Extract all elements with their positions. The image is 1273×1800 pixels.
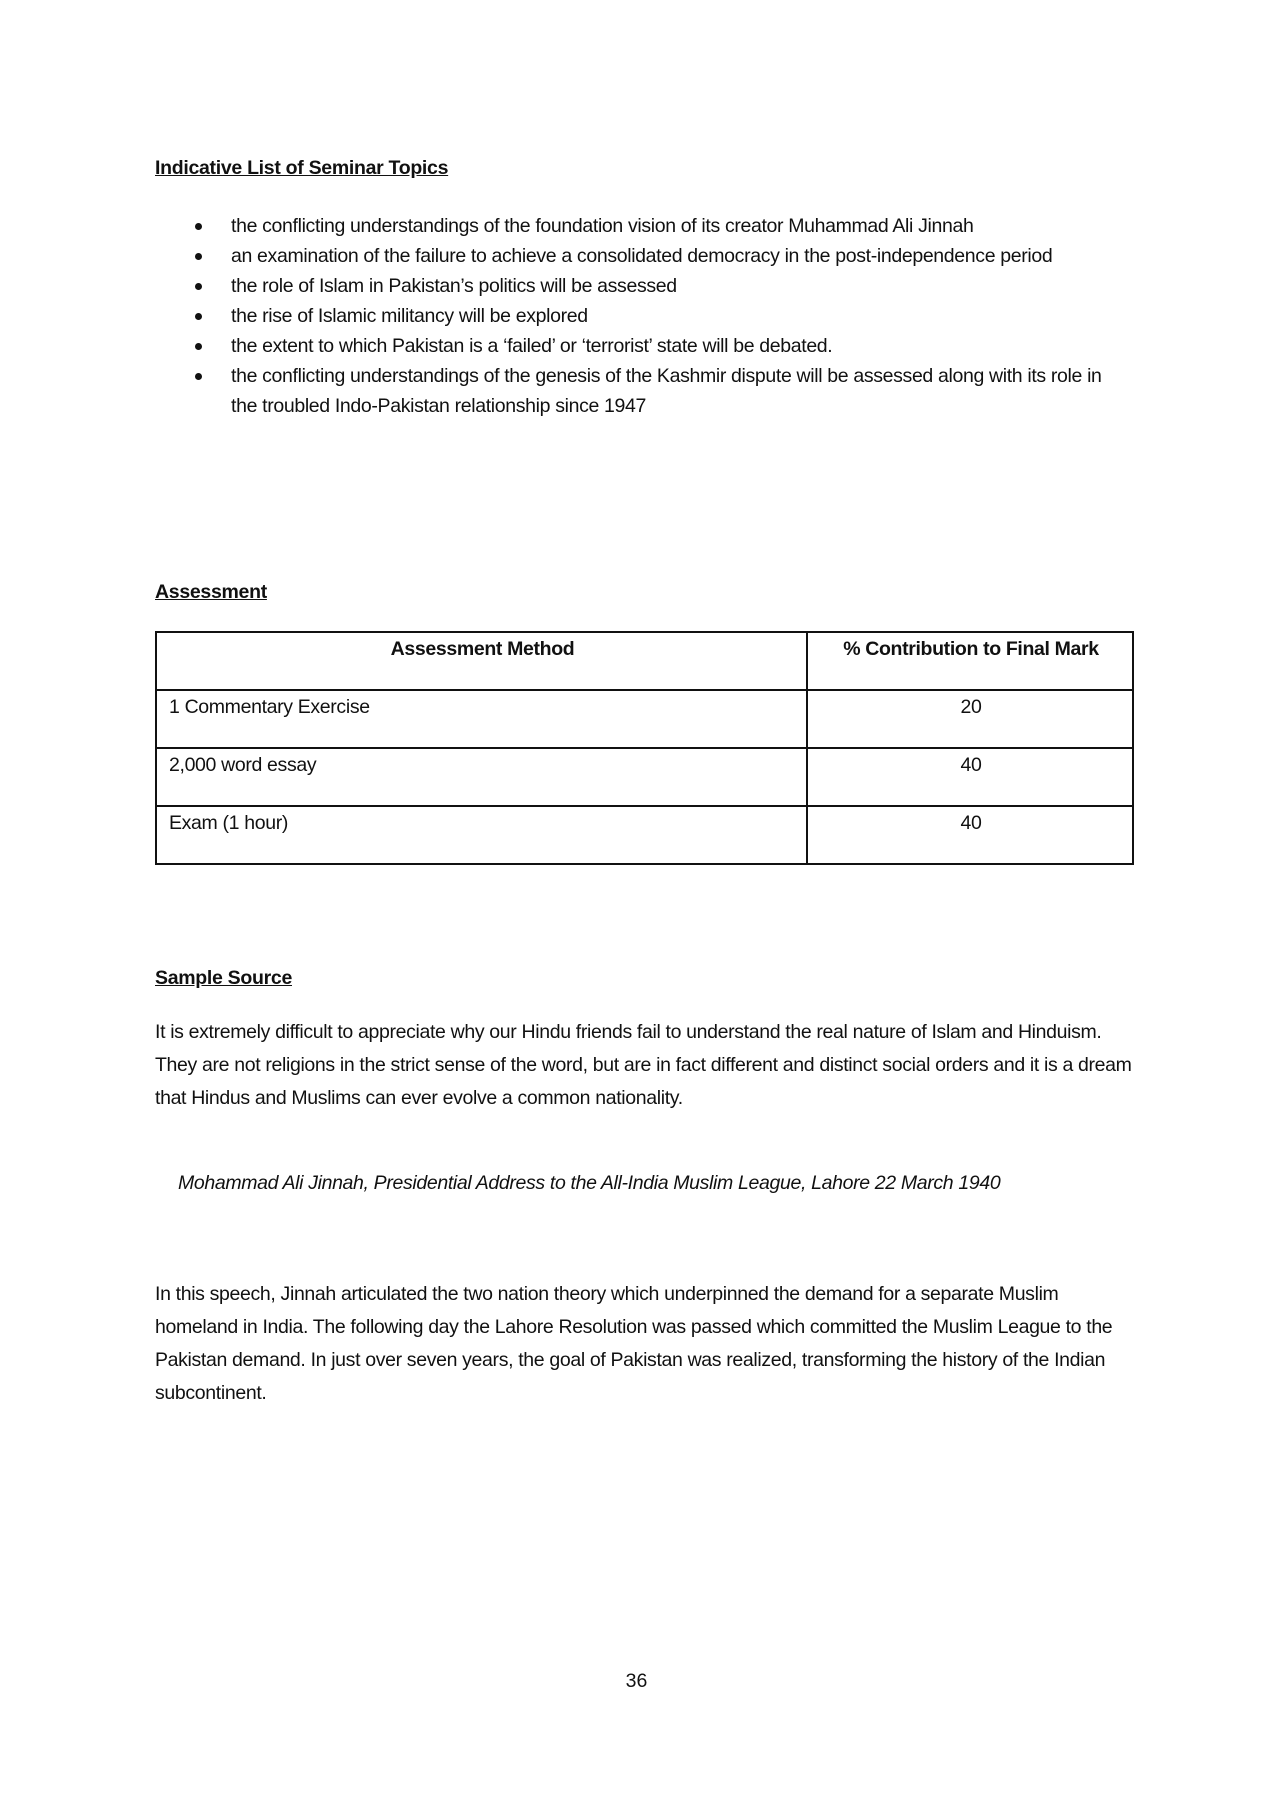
bullet-icon <box>195 223 202 230</box>
column-header-contribution: % Contribution to Final Mark <box>807 632 1133 690</box>
list-item: the conflicting understandings of the genesis of the Kashmir dispute will be assessed along with its role in the troubled Indo-Pakistan relationship since 1947 <box>155 361 1135 421</box>
column-header-method: Assessment Method <box>156 632 807 690</box>
contribution-cell: 40 <box>807 806 1133 864</box>
method-cell: Exam (1 hour) <box>156 806 807 864</box>
seminar-topics-heading: Indicative List of Seminar Topics <box>155 157 449 179</box>
table-row <box>156 806 1133 864</box>
contribution-cell: 40 <box>807 748 1133 806</box>
table-row <box>156 748 1133 806</box>
bullet-icon <box>195 373 202 380</box>
list-item: the conflicting understandings of the foundation vision of its creator Muhammad Ali Jinnah <box>155 211 1135 241</box>
bullet-icon <box>195 283 202 290</box>
method-cell: 2,000 word essay <box>156 748 807 806</box>
list-item: the role of Islam in Pakistan’s politics will be assessed <box>155 271 1135 301</box>
assessment-table <box>155 631 1134 865</box>
bullet-icon <box>195 313 202 320</box>
list-item: the extent to which Pakistan is a ‘failed’ or ‘terrorist’ state will be debated. <box>155 331 1135 361</box>
source-citation: Mohammad Ali Jinnah, Presidential Address to the All-India Muslim League, Lahore 22 March 1940 <box>178 1172 1001 1194</box>
page-number: 36 <box>625 1670 648 1692</box>
sample-source-heading: Sample Source <box>155 967 292 989</box>
bullet-icon <box>195 343 202 350</box>
list-item: the rise of Islamic militancy will be explored <box>155 301 1135 331</box>
method-cell: 1 Commentary Exercise <box>156 690 807 748</box>
source-quote: It is extremely difficult to appreciate why our Hindu friends fail to understand the real nature of Islam and Hinduism. They are not religions in the strict sense of the word, but are in fact different and distinct social orders and it is a dream that Hindus and Muslims can ever evolve a common nationality. <box>155 1021 1132 1109</box>
bullet-icon <box>195 253 202 260</box>
table-header-row <box>156 632 1133 690</box>
seminar-topics-list <box>155 211 1135 421</box>
table-row <box>156 690 1133 748</box>
contribution-cell: 20 <box>807 690 1133 748</box>
assessment-heading: Assessment <box>155 581 267 603</box>
source-commentary: In this speech, Jinnah articulated the two nation theory which underpinned the demand for a separate Muslim homeland in India. The following day the Lahore Resolution was passed which committed the Muslim League to the Pakistan demand. In just over seven years, the goal of Pakistan was realized, transforming the history of the Indian subcontinent. <box>155 1283 1113 1404</box>
list-item: an examination of the failure to achieve a consolidated democracy in the post-independence period <box>155 241 1135 271</box>
